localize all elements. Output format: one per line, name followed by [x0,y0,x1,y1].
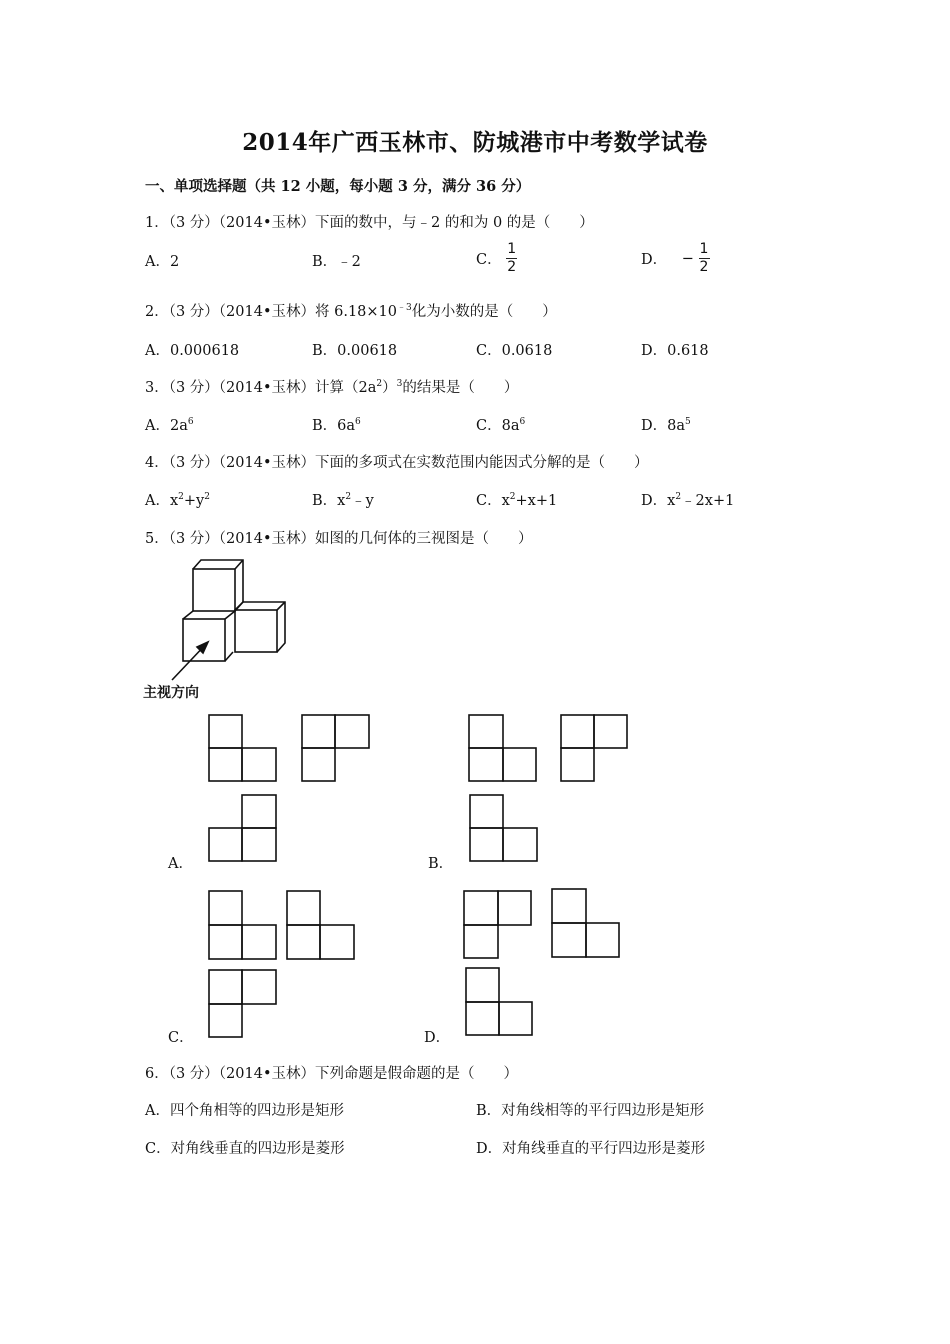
q1-option-d-letter: D． [641,252,668,268]
q4-option-c-exp: 2 [509,492,516,502]
q5-option-c[interactable]: C． [168,1030,194,1046]
question-5-stem: 5．（3 分）（2014•玉林）如图的几何体的三视图是（ ） [145,531,533,547]
q6-option-b[interactable]: B．对角线相等的平行四边形是矩形 [476,1103,705,1119]
q1-option-d-denominator: 2 [699,259,709,275]
q5-option-a[interactable]: A． [168,856,193,872]
q1-option-d-numerator: 1 [699,241,709,257]
q3-stem-pre: 3．（3 分）（2014•玉林）计算（2a [145,380,377,396]
page-title: 2014年广西玉林市、防城港市中考数学试卷 [242,129,708,156]
q4-option-a-mid: +y [183,493,205,509]
q1-option-c-letter: C． [476,252,502,268]
q2-stem-post: 化为小数的是（ ） [411,304,557,320]
q2-stem-pre: 2．（3 分）（2014•玉林）将 6.18×10 [145,304,398,320]
left-cube-edge-2 [225,611,235,619]
right-cube-front [235,610,277,652]
q3-option-c-base: C．8a [476,418,520,434]
q3-option-a-base: A．2a [145,418,188,434]
option-b-views [469,715,627,861]
top-cube-edge [235,560,243,569]
q2-option-a[interactable]: A．0.000618 [145,343,240,359]
q1-option-c-denominator: 2 [507,259,517,275]
q3-stem-post: 的结果是（ ） [402,380,519,396]
q4-option-d-pre: D．x [641,493,676,509]
left-cube-edge [183,611,193,619]
q3-option-a-exp: 6 [187,417,194,427]
q2-option-d[interactable]: D．0.618 [641,343,709,359]
q2-option-b[interactable]: B．0.00618 [312,343,398,359]
q1-option-a[interactable]: A．2 [145,254,180,270]
option-a-views [209,715,369,861]
view-direction-label: 主视方向 [143,685,199,701]
q4-option-b-post: ﹣y [351,493,374,509]
left-cube-front [183,619,225,661]
option-c-views [209,891,354,1037]
q4-option-d-exp: 2 [675,492,682,502]
q1-option-b[interactable]: B．﹣2 [312,254,361,270]
question-1-stem: 1．（3 分）（2014•玉林）下面的数中，与﹣2 的和为 0 的是（ ） [145,215,594,231]
q2-stem-exponent: ﹣3 [397,303,412,313]
q4-option-b-pre: B．x [312,493,346,509]
q3-stem-exp2: 3 [396,379,403,389]
top-cube-front [193,569,235,611]
q3-option-d-base: D．8a [641,418,685,434]
q3-option-b-exp: 6 [355,417,361,427]
q3-stem-exp1: 2 [376,379,383,389]
left-cube-edge-3 [225,652,233,661]
q3-option-b-base: B．6a [312,418,356,434]
q4-option-b-exp: 2 [345,492,352,502]
q4-option-c-post: +x+1 [515,493,558,509]
q3-option-c-exp: 6 [519,417,526,427]
question-6-stem: 6．（3 分）（2014•玉林）下列命题是假命题的是（ ） [145,1066,519,1082]
q4-option-c-pre: C．x [476,493,510,509]
q4-option-a-exp1: 2 [178,492,184,502]
q1-option-d-sign: − [681,250,694,267]
section-heading: 一、单项选择题（共 12 小题，每小题 3 分，满分 36 分） [145,178,531,195]
q4-option-a-pre: A．x [145,493,179,509]
q4-option-d-post: ﹣2x+1 [681,493,735,509]
q5-option-d[interactable]: D． [424,1030,451,1046]
question-4-stem: 4．（3 分）（2014•玉林）下面的多项式在实数范围内能因式分解的是（ ） [145,455,649,471]
q3-option-d-exp: 5 [685,417,691,427]
q2-option-c[interactable]: C．0.0618 [476,343,553,359]
q6-option-c[interactable]: C．对角线垂直的四边形是菱形 [145,1141,345,1157]
q6-option-a[interactable]: A．四个角相等的四边形是矩形 [145,1103,344,1119]
q4-option-a-exp2: 2 [204,492,210,502]
q5-option-b[interactable]: B． [428,856,454,872]
option-d-views [464,889,619,1035]
right-cube-edge [277,602,285,610]
q1-option-c-numerator: 1 [507,241,517,257]
q3-stem-mid: ） [382,380,397,396]
q6-option-d[interactable]: D．对角线垂直的平行四边形是菱形 [476,1141,706,1157]
